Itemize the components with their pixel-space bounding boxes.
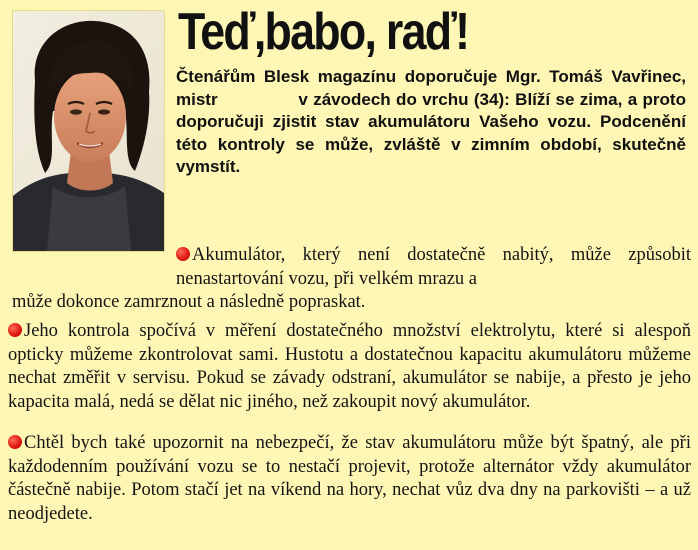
paragraph-2-text: Jeho kontrola spočívá v měření dostatečného množství elektrolytu, které si alespoň opticky můžeme zkontrolovat sami. Hustotu a dostatečnou kapacitu akumulátoru můžeme nechat změřit v servisu. Pokud se závady odstraní, akumulátor se nabije, a přesto je jeho kapacita malá, nedá se dělat nic jiného, než zakoupit nový akumulátor. bbox=[8, 321, 691, 412]
paragraph-1-text: Akumulátor, který není dostatečně nabitý, může způsobit nenastartování vozu, při velkém mrazu a bbox=[176, 245, 691, 289]
paragraph-1-continuation: může dokonce zamrznout a následně popraskat. bbox=[12, 292, 366, 312]
paragraph-2 bbox=[8, 320, 691, 414]
paragraph-3 bbox=[8, 432, 691, 526]
paragraph-3-text: Chtěl bych také upozornit na nebezpečí, že stav akumulátoru může být špatný, ale při každodenním používání vozu se to nestačí projevit, protože alternátor vždy akumulátor částečně nabije. Potom stačí jet na víkend na hory, nechat vůz dva dny na parkovišti – a už neodjedete. bbox=[8, 433, 691, 524]
headline: Teď,babo, raď! bbox=[178, 3, 469, 61]
red-dot-bullet-icon bbox=[8, 323, 22, 337]
red-dot-bullet-icon bbox=[8, 435, 22, 449]
author-portrait-photo bbox=[12, 10, 165, 252]
paragraph-1 bbox=[176, 244, 691, 291]
lead-text-part2: v závodech do vrchu (34): Blíží se zima, a proto doporučuji zjistit stav akumulátoru Vašeho vozu. Podcenění této kontroly se může, zvláště v zimním období, skutečně vymstít. bbox=[176, 89, 686, 176]
lead-paragraph bbox=[176, 66, 686, 179]
lead-text-part1: Čtenářům Blesk magazínu doporučuje Mgr. Tomáš Vavřinec, mistr bbox=[176, 67, 686, 109]
red-dot-bullet-icon bbox=[176, 247, 190, 261]
